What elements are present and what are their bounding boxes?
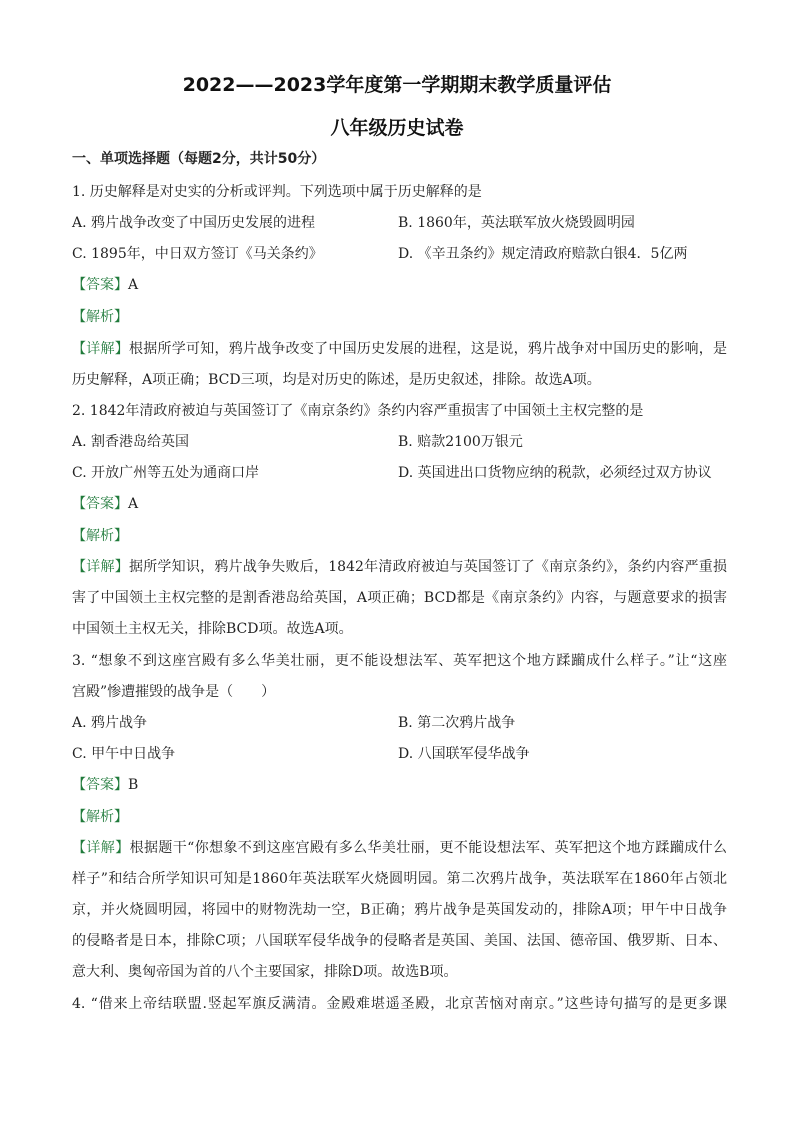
- question-3-option-d: D. 八国联军侵华战争: [398, 746, 530, 762]
- question-3-option-c: C. 甲午中日战争: [72, 746, 176, 762]
- question-3-detail-line-3: 京，并火烧圆明园，将园中的财物洗劫一空，B正确；鸦片战争是英国发动的，排除A项；甲午中日战争: [72, 902, 727, 918]
- question-2-analysis: [72, 527, 727, 545]
- question-3-option-b: B. 第二次鸦片战争: [398, 715, 516, 731]
- question-3-stem-line-2: 宫殿”惨遭摧毁的战争是（ ）: [72, 684, 276, 700]
- analysis-label: 【解析】: [72, 809, 128, 825]
- question-3-option-a: A. 鸦片战争: [72, 715, 148, 731]
- question-2-option-d: D. 英国进出口货物应纳的税款，必须经过双方协议: [398, 465, 712, 481]
- question-1-option-b: B. 1860年，英法联军放火烧毁圆明园: [398, 215, 635, 231]
- detail-label: 【详解】: [72, 559, 129, 575]
- question-1-detail-line-1: [72, 340, 727, 358]
- detail-text: 根据所学可知，鸦片战争改变了中国历史发展的进程，这是说，鸦片战争对中国历史的影响，是: [128, 341, 728, 357]
- question-2-stem: 2. 1842年清政府被迫与英国签订了《南京条约》条约内容严重损害了中国领土主权完整的是: [72, 403, 644, 419]
- analysis-label: 【解析】: [72, 309, 128, 325]
- section-heading: 一、单项选择题（每题2分，共计50分）: [72, 151, 326, 167]
- answer-label: 【答案】: [72, 277, 128, 293]
- exam-title: 2022——2023学年度第一学期期末教学质量评估: [182, 74, 612, 96]
- question-1-option-a: A. 鸦片战争改变了中国历史发展的进程: [72, 215, 316, 231]
- question-2-option-c: C. 开放广州等五处为通商口岸: [72, 465, 260, 481]
- question-2-detail-line-3: 中国领土主权无关，排除BCD项。故选A项。: [72, 621, 353, 637]
- detail-label: 【详解】: [72, 341, 129, 357]
- question-3-stem-line-1: 3. “想象不到这座宫殿有多么华美壮丽，更不能设想法军、英军把这个地方蹂躏成什么样子。”让“这座: [72, 653, 727, 669]
- question-2-option-b: B. 赔款2100万银元: [398, 434, 523, 450]
- question-3-detail-line-1: [72, 839, 727, 857]
- question-1-detail-line-2: 历史解释，A项正确；BCD三项，均是对历史的陈述，是历史叙述，排除。故选A项。: [72, 372, 601, 388]
- answer-value: A: [128, 496, 139, 512]
- question-1-stem: 1. 历史解释是对史实的分析或评判。下列选项中属于历史解释的是: [72, 184, 482, 200]
- answer-value: B: [128, 777, 139, 793]
- question-3-detail-line-5: 意大利、奥匈帝国为首的八个主要国家，排除D项。故选B项。: [72, 964, 458, 980]
- question-2-answer: [72, 495, 727, 513]
- question-3-analysis: [72, 808, 727, 826]
- question-1-option-d: D. 《辛丑条约》规定清政府赔款白银4．5亿两: [398, 246, 688, 262]
- detail-text: 据所学知识，鸦片战争失败后，1842年清政府被迫与英国签订了《南京条约》，条约内容严重损: [128, 559, 727, 575]
- question-2-option-a: A. 割香港岛给英国: [72, 434, 190, 450]
- question-3-detail-line-2: 样子”和结合所学知识可知是1860年英法联军火烧圆明园。第二次鸦片战争，英法联军在1860年占领北: [72, 871, 727, 887]
- question-2-detail-line-2: 害了中国领土主权完整的是割香港岛给英国，A项正确；BCD都是《南京条约》内容，与题意要求的损害: [72, 590, 727, 606]
- question-3-detail-line-4: 的侵略者是日本，排除C项；八国联军侵华战争的侵略者是英国、美国、法国、德帝国、俄罗斯、日本、: [72, 933, 727, 949]
- answer-value: A: [128, 277, 139, 293]
- question-1-answer: [72, 276, 727, 294]
- answer-label: 【答案】: [72, 496, 128, 512]
- question-1-option-c: C. 1895年，中日双方签订《马关条约》: [72, 246, 323, 262]
- detail-label: 【详解】: [72, 840, 130, 856]
- question-4-stem: 4. “借来上帝结联盟.竖起军旗反满清。金殿难堪遥圣殿，北京苦恼对南京。”这些诗句描写的是更多课: [72, 996, 727, 1012]
- answer-label: 【答案】: [72, 777, 128, 793]
- analysis-label: 【解析】: [72, 528, 128, 544]
- question-3-answer: [72, 776, 727, 794]
- question-2-detail-line-1: [72, 558, 727, 576]
- detail-text: 根据题干“你想象不到这座宫殿有多么华美壮丽，更不能设想法军、英军把这个地方蹂躏成什么: [129, 840, 728, 856]
- exam-subtitle: 八年级历史试卷: [330, 117, 464, 139]
- question-1-analysis: [72, 308, 727, 326]
